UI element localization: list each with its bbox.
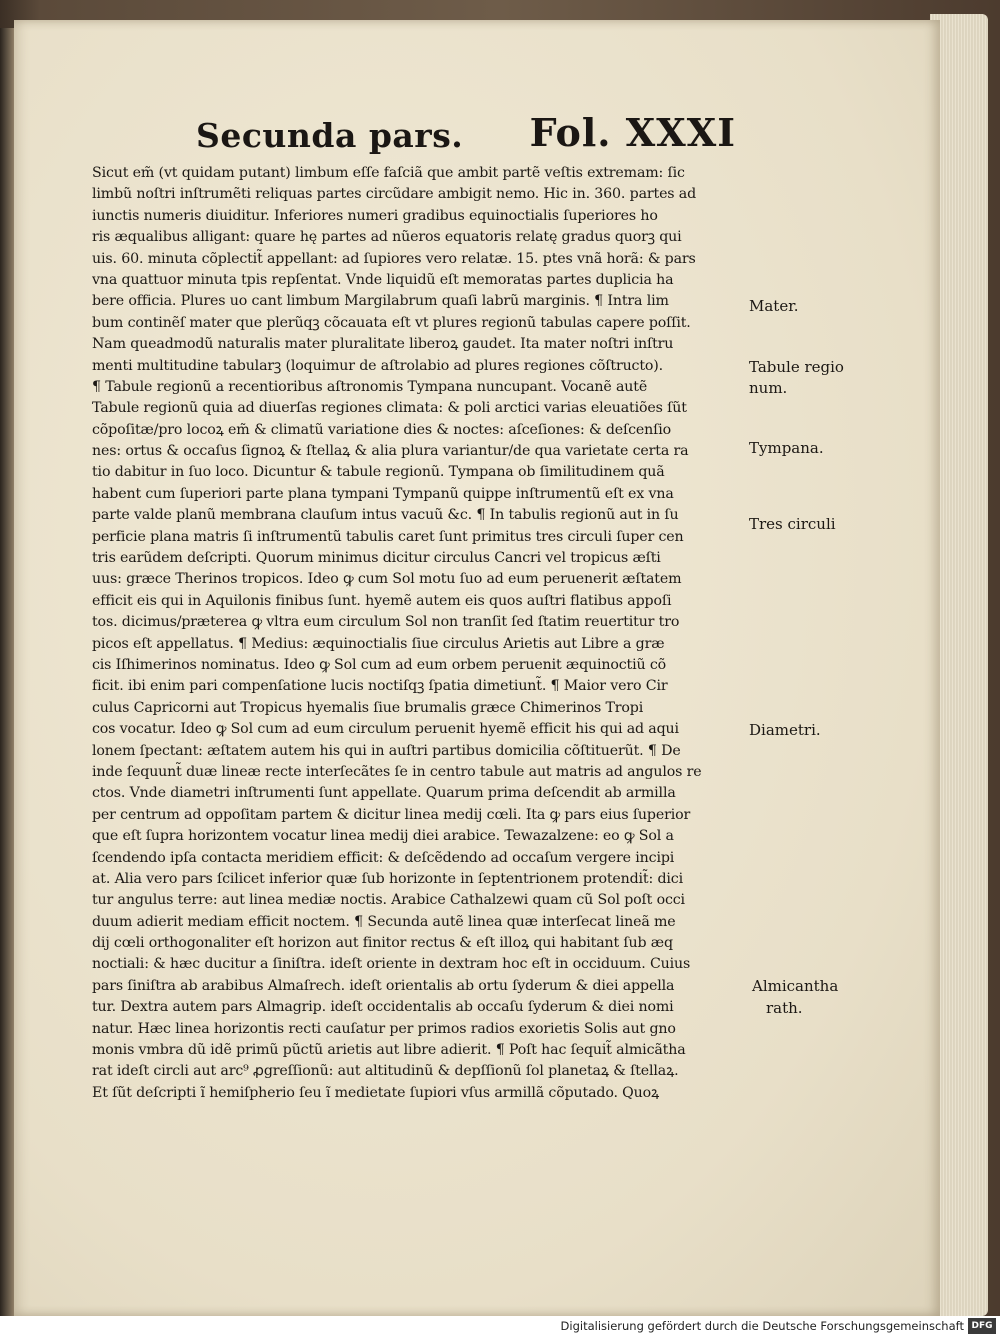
- text-line: cõpoſitæ/pro locoꝝ em̃ & climatũ variatione dies & noctes: aſceſiones: & deſcenſio: [92, 421, 672, 438]
- text-line: efficit eis qui in Aquilonis finibus ſunt. hyemẽ autem eis quos auſtri flatibus appoſi: [92, 592, 672, 609]
- text-line: pars ſiniſtra ab arabibus Almaſrech. ideſt orientalis ab ortu ſyderum & diei appella: [92, 977, 675, 994]
- text-line: tio dabitur in ſuo loco. Dicuntur & tabule regionũ. Tympana ob ſimilitudinem quã: [92, 464, 665, 481]
- text-line: noctiali: & hæc ducitur a ſiniſtra. ideſt oriente in dextram hoc eſt in occiduum. Cuius: [92, 956, 691, 973]
- text-line: ctos. Vnde diametri inſtrumenti ſunt appellate. Quarum prima deſcendit ab armilla: [92, 785, 676, 802]
- text-line: rat ideſt circli aut arc⁹ ꝓgreſſionũ: aut altitudinũ & depſſionũ ſol planetaꝝ & ſtellaꝝ.: [92, 1063, 679, 1080]
- dfg-logo: DFG: [968, 1318, 996, 1334]
- text-line: inde ſequunt̃ duæ lineæ recte interſecãtes ſe in centro tabule aut matris ad angulos re: [92, 763, 702, 780]
- text-line: uis. 60. minuta cõplectit̃ appellant: ad ſupiores vero relatæ. 15. ptes vnã horã: & pars: [92, 250, 696, 267]
- text-line: menti multitudine tabularꝫ (loquimur de aſtrolabio ad plures regiones cõſtructo).: [92, 357, 664, 374]
- header-part-title: Secunda pars.: [196, 116, 464, 155]
- text-line: uus: græce Therinos tropicos. Ideo ꝙ cum Sol motu ſuo ad eum peruenerit æſtatem: [92, 571, 682, 588]
- text-line: tris earũdem deſcripti. Quorum minimus dicitur circulus Cancri vel tropicus æſti: [92, 550, 661, 567]
- text-line: lonem ſpectant: æſtatem autem his qui in auſtri partibus domicilia cõſtituerũt. ¶ De: [92, 742, 681, 759]
- margin-note-tympana: Tympana.: [749, 439, 824, 457]
- running-header: [196, 110, 736, 166]
- text-line: culus Capricorni aut Tropicus hyemalis ſiue brumalis græce Chimerinos Tropi: [92, 699, 644, 716]
- text-line: tur. Dextra autem pars Almagrip. ideſt occidentalis ab occaſu ſyderum & diei nomi: [92, 999, 674, 1016]
- margin-note-mater: Mater.: [749, 297, 799, 315]
- margin-note-rath: rath.: [766, 999, 803, 1017]
- text-line: ficit. ibi enim pari compenſatione lucis noctiſqꝫ ſpatia dimetiunt̃. ¶ Maior vero Cir: [92, 678, 668, 695]
- header-folio: Fol. XXXI: [529, 110, 736, 155]
- text-line: cis Iſhimerinos nominatus. Ideo ꝙ Sol cum ad eum orbem peruenit æquinoctiũ cõ: [92, 656, 667, 673]
- text-line: Sicut em̃ (vt quidam putant) limbum eſſe faſciã que ambit partẽ veſtis extremam: ſic: [92, 165, 685, 181]
- margin-note-num: num.: [749, 379, 788, 397]
- margin-note-tres-circuli: Tres circuli: [749, 515, 836, 533]
- body-text: [92, 163, 742, 1104]
- text-line: Tabule regionũ quia ad diuerſas regiones climata: & poli arctici varias eleuatiões ſũt: [92, 400, 687, 417]
- text-line: Et ſũt deſcripti ĩ hemiſpherio ſeu ĩ medietate ſupiori vſus armillã cõputado. Quoꝝ: [92, 1084, 660, 1101]
- text-line: vna quattuor minuta tpis repſentat. Vnde liquidũ eſt memoratas partes duplicia ha: [92, 271, 674, 288]
- footer-bar: [0, 1316, 1000, 1337]
- text-line: natur. Hæc linea horizontis recti cauſatur per primos radios exorietis Solis aut gno: [92, 1020, 676, 1037]
- text-line: tos. dicimus/præterea ꝙ vltra eum circulum Sol non tranſit ſed ſtatim reuertitur tro: [92, 614, 680, 631]
- text-line: limbũ noſtri inſtrumẽti reliquas partes circũdare ambigit nemo. Hic in. 360. partes ad: [92, 186, 697, 203]
- text-line: que eſt ſupra horizontem vocatur linea medij diei arabice. Tewazalzene: eo ꝙ Sol a: [92, 828, 674, 845]
- text-line: perficie plana matris ſi inſtrumentũ tabulis caret ſunt primitus tres circuli ſuper cen: [92, 528, 684, 545]
- text-line: ¶ Tabule regionũ a recentioribus aſtronomis Tympana nuncupant. Vocanẽ autẽ: [92, 378, 648, 395]
- text-line: tur angulus terre: aut linea mediæ noctis. Arabice Cathalzewi quam cũ Sol poſt occi: [92, 892, 685, 909]
- margin-note-diametri: Diametri.: [749, 721, 821, 739]
- text-line: ſcendendo ipſa contacta meridiem efficit: & deſcẽdendo ad occaſum vergere incipi: [92, 849, 675, 866]
- text-line: bere officia. Plures uo cant limbum Margilabrum quaſi labrũ marginis. ¶ Intra lim: [92, 293, 669, 310]
- text-line: parte valde planũ membrana clauſum intus vacuũ &c. ¶ In tabulis regionũ aut in ſu: [92, 507, 679, 524]
- margin-note-almicantha: Almicantha: [752, 977, 839, 995]
- text-line: duum adierit mediam efficit noctem. ¶ Secunda autẽ linea quæ interſecat lineã me: [92, 913, 676, 930]
- text-line: picos eſt appellatus. ¶ Medius: æquinoctialis ſiue circulus Arietis aut Libre a græ: [92, 635, 665, 652]
- text-line: iunctis numeris diuiditur. Inferiores numeri gradibus equinoctialis ſuperiores ho: [92, 207, 658, 224]
- text-line: at. Alia vero pars ſcilicet inferior quæ ſub horizonte in ſeptentrionem protendit̃: dici: [92, 870, 683, 887]
- text-line: monis vmbra dũ idẽ primũ pũctũ arietis aut libre adierit. ¶ Poſt hac ſequit̃ almicãtha: [92, 1042, 686, 1059]
- text-line: dij cœli orthogonaliter eſt horizon aut finitor rectus & eſt illoꝝ qui habitant ſub æq: [92, 935, 673, 952]
- text-line: Nam queadmodũ naturalis mater pluralitate liberoꝝ gaudet. Ita mater noſtri inſtru: [92, 336, 674, 353]
- text-line: per centrum ad oppoſitam partem & dicitur linea medij cœli. Ita ꝙ pars eius ſuperior: [92, 806, 691, 823]
- text-line: habent cum ſuperiori parte plana tympani Tympanũ quippe inſtrumentũ eſt ex vna: [92, 485, 674, 502]
- text-line: bum continẽſ mater que plerũqꝫ cõcauata eſt vt plures regionũ tabulas capere poſſit.: [92, 314, 691, 331]
- footer-funding-text: Digitalisierung gefördert durch die Deutsche Forschungsgemeinschaft: [560, 1319, 964, 1333]
- text-line: cos vocatur. Ideo ꝙ Sol cum ad eum circulum peruenit hyemẽ efficit his qui ad aqui: [92, 721, 679, 738]
- text-line: nes: ortus & occaſus ſignoꝝ & ſtellaꝝ & alia plura variantur/de qua varietate certa ra: [92, 443, 689, 460]
- margin-note-tabule-regio: Tabule regio: [749, 358, 844, 376]
- text-line: ris æqualibus alligant: quare hę partes ad nũeros equatoris relatę gradus quorꝫ qui: [92, 229, 682, 246]
